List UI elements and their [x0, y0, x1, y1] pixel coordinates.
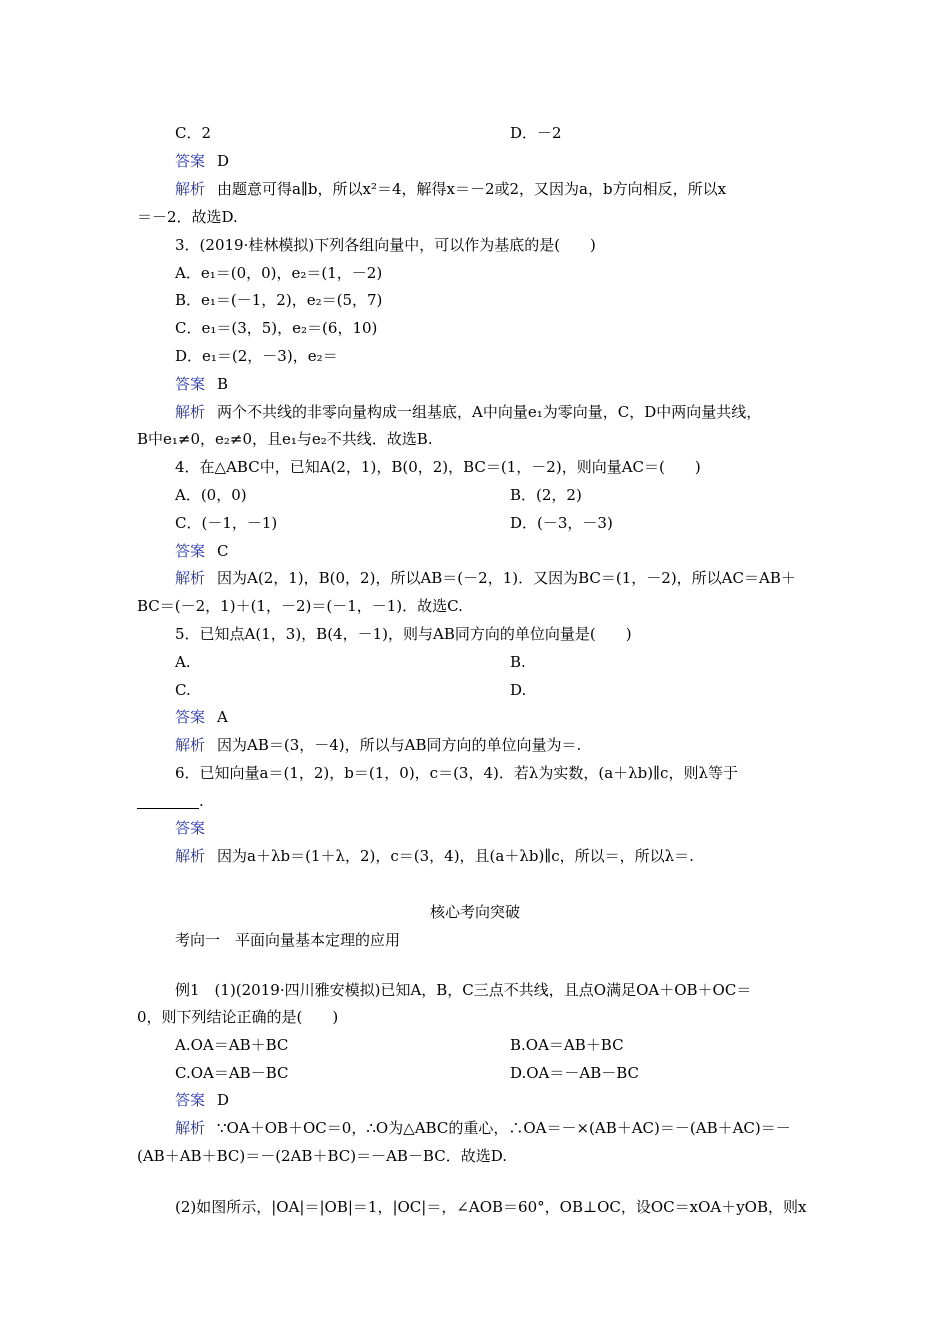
- answer-label: 答案: [175, 542, 206, 560]
- section-subtitle: 考向一 平面向量基本定理的应用: [175, 931, 401, 949]
- analysis-text: ∵OA＋OB＋OC＝0，∴O为△ABC的重心，∴OA＝－×(AB＋AC)＝－(AB＋AC)＝－: [217, 1119, 791, 1137]
- answer-label: 答案: [175, 708, 206, 726]
- analysis-label: 解析: [175, 847, 206, 865]
- q3-option-a: A．e₁＝(0，0)，e₂＝(1，－2): [175, 264, 383, 282]
- q4-option-a: A．(0，0): [175, 486, 247, 504]
- q5-option-c: C.: [175, 681, 191, 699]
- analysis-text: 因为a＋λb＝(1＋λ，2)，c＝(3，4)，且(a＋λb)∥c，所以＝，所以λ＝.: [217, 847, 694, 865]
- q6-analysis-line1: [175, 846, 694, 866]
- ex1-option-b: B.OA＝AB＋BC: [510, 1036, 624, 1054]
- ex1-option-a: A.OA＝AB＋BC: [175, 1036, 289, 1054]
- q2-option-c: C．2: [175, 124, 212, 142]
- q3-option-b: B．e₁＝(－1，2)，e₂＝(5，7): [175, 291, 383, 309]
- q4-analysis-line2: BC＝(－2，1)＋(1，－2)＝(－1，－1)．故选C.: [137, 597, 463, 615]
- q5-stem: 5．已知点A(1，3)，B(4，－1)，则与AB同方向的单位向量是( ): [175, 625, 632, 643]
- answer-label: 答案: [175, 1091, 206, 1109]
- answer-value: C: [217, 542, 229, 560]
- analysis-text: 由题意可得a∥b，所以x²＝4，解得x＝－2或2，又因为a，b方向相反，所以x: [217, 180, 727, 198]
- answer-label: 答案: [175, 819, 206, 837]
- blank-period: .: [199, 792, 204, 810]
- analysis-text: 两个不共线的非零向量构成一组基底，A中向量e₁为零向量，C，D中两向量共线，: [217, 403, 762, 421]
- q4-option-d: D．(－3，－3): [510, 514, 613, 532]
- analysis-text: 因为AB＝(3，－4)，所以与AB同方向的单位向量为＝.: [217, 736, 582, 754]
- answer-label: 答案: [175, 152, 206, 170]
- q3-analysis-line1: [175, 402, 761, 422]
- ex1-part2-stem: (2)如图所示，|OA|＝|OB|＝1，|OC|＝，∠AOB＝60°，OB⊥OC，设OC＝xOA＋yOB，则x: [175, 1198, 807, 1216]
- q3-option-c: C．e₁＝(3，5)，e₂＝(6，10): [175, 319, 378, 337]
- q5-option-a: A.: [175, 653, 191, 671]
- q5-option-b: B.: [510, 653, 526, 671]
- q2-option-d: D．－2: [510, 124, 562, 142]
- q3-answer-row: [175, 374, 228, 394]
- answer-value: A: [217, 708, 228, 726]
- analysis-label: 解析: [175, 736, 206, 754]
- q4-option-b: B．(2，2): [510, 486, 582, 504]
- answer-value: D: [217, 1091, 230, 1109]
- section-title: 核心考向突破: [429, 903, 520, 921]
- q3-analysis-line2: B中e₁≠0，e₂≠0，且e₁与e₂不共线．故选B.: [137, 430, 433, 448]
- q2-analysis-line1: [175, 179, 726, 199]
- analysis-label: 解析: [175, 569, 206, 587]
- q5-analysis-line1: [175, 735, 581, 755]
- ex1-analysis-line2: (AB＋AB＋BC)＝－(2AB＋BC)＝－AB－BC．故选D.: [137, 1147, 507, 1165]
- ex1-answer-row: [175, 1090, 229, 1110]
- q2-analysis-line2: ＝－2．故选D.: [137, 208, 238, 226]
- q5-option-d: D.: [510, 681, 527, 699]
- q2-answer-row: [175, 151, 229, 171]
- q6-answer-row: [175, 818, 217, 838]
- answer-blank: [137, 794, 199, 809]
- answer-value: D: [217, 152, 230, 170]
- q3-option-d: D．e₁＝(2，－3)，e₂＝: [175, 347, 338, 365]
- answer-value: B: [217, 375, 229, 393]
- q4-option-c: C．(－1，－1): [175, 514, 278, 532]
- ex1-option-d: D.OA＝－AB－BC: [510, 1064, 640, 1082]
- analysis-label: 解析: [175, 1119, 206, 1137]
- ex1-stem-line2: 0，则下列结论正确的是( ): [137, 1008, 339, 1026]
- analysis-label: 解析: [175, 180, 206, 198]
- ex1-stem-line1: 例1 (1)(2019·四川雅安模拟)已知A，B，C三点不共线，且点O满足OA＋OB＋OC＝: [175, 981, 752, 999]
- q4-answer-row: [175, 541, 229, 561]
- q5-answer-row: [175, 707, 228, 727]
- analysis-label: 解析: [175, 403, 206, 421]
- analysis-text: 因为A(2，1)，B(0，2)，所以AB＝(－2，1)．又因为BC＝(1，－2)，所以AC＝AB＋: [217, 569, 796, 587]
- q6-blank-line: [137, 791, 204, 811]
- q3-stem: 3．(2019·桂林模拟)下列各组向量中，可以作为基底的是( ): [175, 236, 596, 254]
- q4-stem: 4．在△ABC中，已知A(2，1)，B(0，2)，BC＝(1，－2)，则向量AC＝( ): [175, 458, 701, 476]
- ex1-option-c: C.OA＝AB－BC: [175, 1064, 289, 1082]
- q4-analysis-line1: [175, 568, 796, 588]
- ex1-analysis-line1: [175, 1118, 791, 1138]
- q6-stem: 6．已知向量a＝(1，2)，b＝(1，0)，c＝(3，4)．若λ为实数，(a＋λb)∥c，则λ等于: [175, 764, 738, 782]
- answer-label: 答案: [175, 375, 206, 393]
